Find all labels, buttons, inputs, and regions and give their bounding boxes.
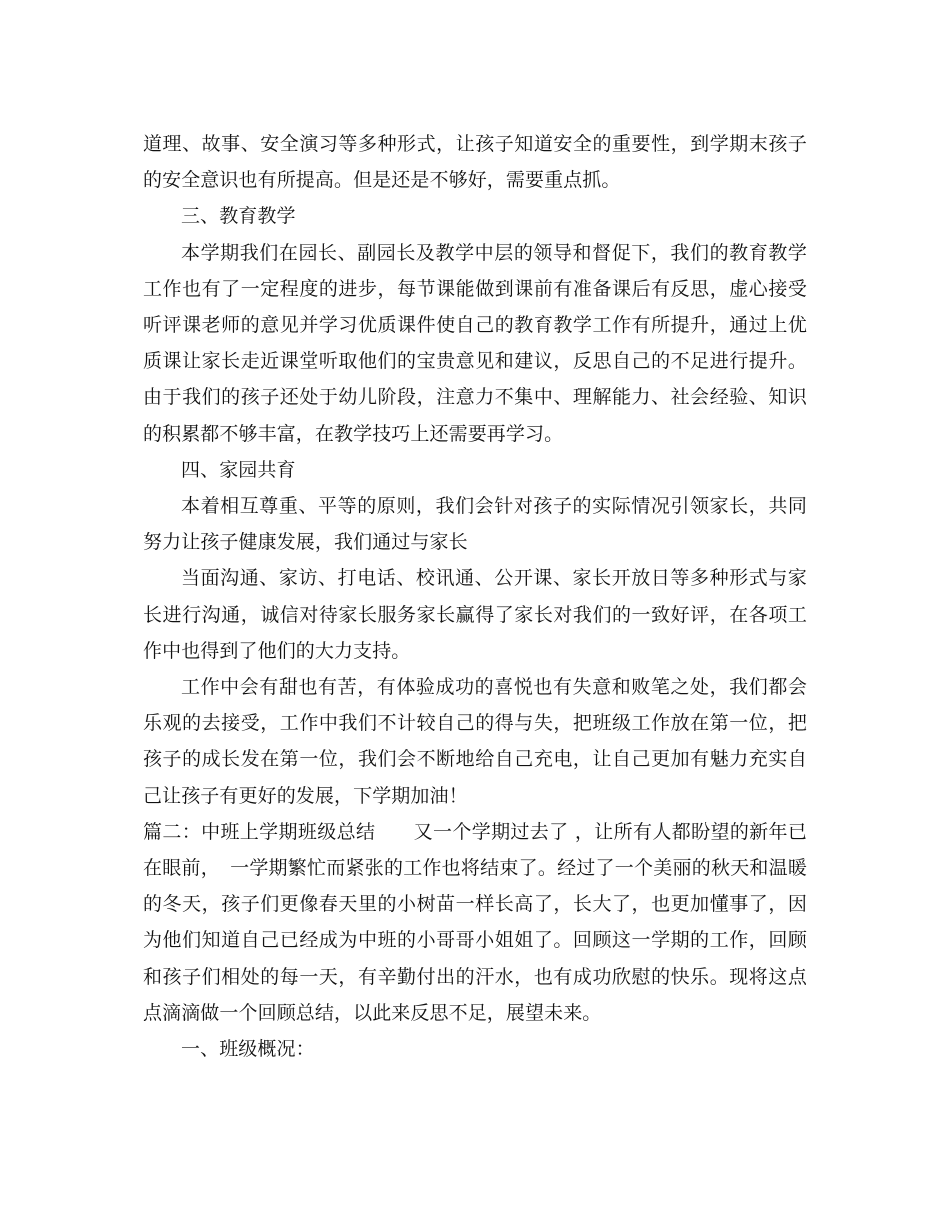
part-two-body: 一学期繁忙而紧张的工作也将结束了。经过了一个美丽的秋天和温暖的冬天，孩子们更像春天里的小树苗一样长高了，长大了，也更加懂事了，因为他们知道自己已经成为中班的小哥哥小姐姐了。回顾这一学期的工作，回顾和孩子们相处的每一天，有辛勤付出的汗水，也有成功欣慰的快乐。现将这点点滴滴做一个回顾总结，以此来反思不足，展望未来。 xyxy=(143,857,807,1024)
paragraph-part-two xyxy=(143,814,807,1031)
paragraph-reflection: 工作中会有甜也有苦，有体验成功的喜悦也有失意和败笔之处，我们都会乐观的去接受，工作中我们不计较自己的得与失，把班级工作放在第一位，把孩子的成长发在第一位，我们会不断地给自己充电，让自己更加有魅力充实自己让孩子有更好的发展，下学期加油！ xyxy=(143,676,807,807)
part-two-opening: 又一个学期过去了 ，让所有人都盼望的新年已在眼前， xyxy=(143,820,808,880)
heading-teaching: 三、教育教学 xyxy=(181,205,296,228)
heading-class-overview: 一、班级概况： xyxy=(181,1038,315,1061)
paragraph-safety-continued: 道理、故事、安全演习等多种形式，让孩子知道安全的重要性，到学期末孩子的安全意识也有所提高。但是还是不够好，需要重点抓。 xyxy=(143,133,807,192)
paragraph-communication: 当面沟通、家访、打电话、校讯通、公开课、家长开放日等多种形式与家长进行沟通，诚信对待家长服务家长赢得了家长对我们的一致好评，在各项工作中也得到了他们的大力支持。 xyxy=(143,567,807,662)
paragraph-home-school: 本着相互尊重、平等的原则，我们会针对孩子的实际情况引领家长，共同努力让孩子健康发展，我们通过与家长 xyxy=(143,495,807,554)
part-two-title: 篇二：中班上学期班级总结 xyxy=(143,820,376,843)
paragraph-teaching: 本学期我们在园长、副园长及教学中层的领导和督促下，我们的教育教学工作也有了一定程度的进步，每节课能做到课前有准备课后有反思，虚心接受听评课老师的意见并学习优质课件使自己的教育教学工作有所提升，通过上优质课让家长走近课堂听取他们的宝贵意见和建议，反思自己的不足进行提升。由于我们的孩子还处于幼儿阶段，注意力不集中、理解能力、社会经验、知识的积累都不够丰富，在教学技巧上还需要再学习。 xyxy=(143,241,807,445)
document-body xyxy=(143,126,807,1067)
heading-home-school: 四、家园共育 xyxy=(181,458,296,481)
